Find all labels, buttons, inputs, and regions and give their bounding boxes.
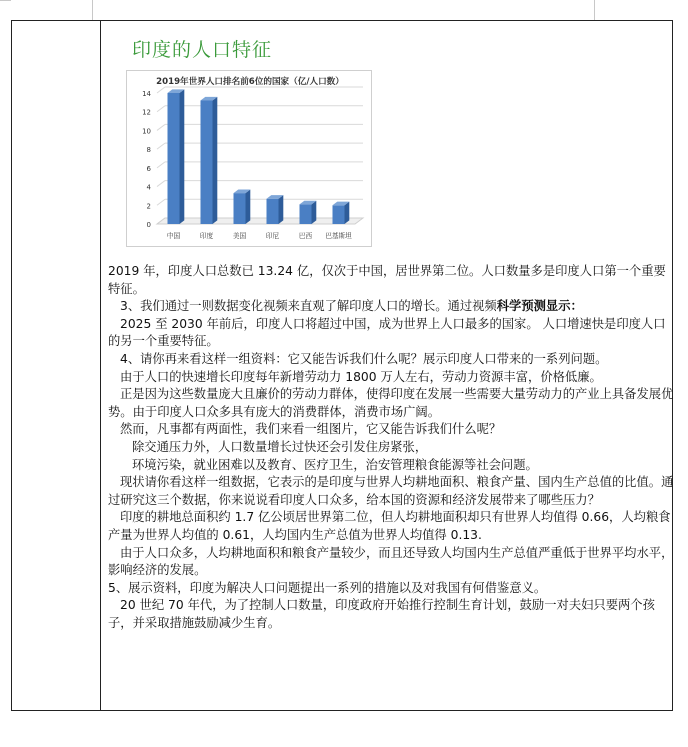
gridline-side: [157, 199, 165, 205]
y-tick-label: 2: [146, 202, 151, 211]
gridline-side: [157, 162, 165, 168]
x-tick-label: 巴基斯坦: [325, 232, 352, 240]
bar-side: [213, 97, 218, 224]
lesson-table: [11, 20, 673, 711]
bar: [300, 204, 312, 224]
paragraph-question-materials: 4、请你再来看这样一组资料：它又能告诉我们什么呢？展示印度人口带来的一系列问题。: [120, 351, 608, 366]
page-corner-mark-left: [0, 0, 11, 1]
paragraph-labor-force: 由于人口的快速增长印度每年新增劳动力 1800 万人左右，劳动力资源丰富，价格低廉。: [120, 369, 602, 384]
y-tick-label: 6: [146, 164, 151, 173]
x-tick-label: 美国: [232, 232, 247, 240]
paragraph-video-bold: 科学预测显示：: [496, 299, 583, 314]
paragraph-housing: 除交通压力外，人口数量增长过快还会引发住房紧张，: [132, 439, 428, 454]
y-tick-label: 8: [146, 146, 151, 155]
bar: [267, 199, 279, 224]
paragraph-video-text: 3、我们通过一则数据变化视频来直观了解印度人口的增长。通过视频: [120, 299, 497, 314]
lesson-text: [108, 263, 674, 632]
paragraph-data-question: 现状请你看这样一组数据，它表示的是印度与世界人均耕地面积、粮食产量、国内生产总值的比值。通过研究这三个数据，你来说说看印度人口众多，给本国的资源和经济发展带来了哪些压力？: [108, 475, 674, 507]
page-corner-mark-left-v: [92, 0, 93, 20]
chart-floor: [157, 218, 363, 224]
paragraph-forecast: 2025 至 2030 年前后，印度人口将超过中国，成为世界上人口最多的国家。 人口增速快是印度人口的另一个重要特征。: [108, 316, 666, 349]
table-column-divider: [100, 21, 101, 710]
y-tick-label: 10: [142, 127, 151, 136]
x-tick-label: 印度: [199, 232, 214, 240]
gridline-side: [157, 106, 165, 112]
paragraph-economy-impact: 由于人口众多，人均耕地面积和粮食产量较少，而且还导致人均国内生产总值严重低于世界平均水平，影响经济的发展。: [108, 545, 674, 578]
bar-side: [279, 195, 284, 224]
paragraph-measures: 5、展示资料，印度为解决人口问题提出一系列的措施以及对我国有何借鉴意义。: [108, 580, 547, 595]
x-tick-label: 巴西: [298, 232, 313, 240]
chart-title: 2019年世界人口排名前6位的国家（亿/人口数）: [156, 77, 344, 87]
bar: [333, 205, 345, 224]
bar-side: [180, 89, 185, 224]
lesson-title: 印度的人口特征: [132, 39, 273, 61]
paragraph-population-total: 2019 年，印度人口总数已 13.24 亿，仅次于中国，居世界第二位。人口数量多是印度人口第一个重要特征。: [108, 264, 666, 296]
population-bar-chart-svg: [127, 71, 373, 248]
population-chart: [126, 70, 372, 247]
y-tick-label: 0: [146, 221, 151, 229]
paragraph-farmland: 印度的耕地总面积约 1.7 亿公顷居世界第二位，但人均耕地面积却只有世界人均值得 0.66，人均粮食产量为世界人均值的 0.61，人均国内生产总值为世界人均值得 0.13.: [108, 510, 671, 542]
bar-side: [345, 202, 350, 224]
y-tick-label: 14: [142, 90, 151, 98]
bar: [201, 100, 213, 224]
gridline-side: [157, 87, 165, 93]
page-corner-mark-right-v: [594, 0, 595, 20]
gridline-side: [157, 181, 165, 187]
gridline-side: [157, 124, 165, 130]
bar: [234, 193, 246, 224]
bar-side: [312, 201, 317, 224]
paragraph-video-intro: [108, 298, 674, 316]
x-tick-label: 中国: [166, 232, 181, 240]
y-tick-label: 12: [142, 108, 151, 117]
paragraph-two-sides: 然而，凡事都有两面性，我们来看一组图片，它又能告诉我们什么呢？: [120, 422, 502, 437]
y-tick-label: 4: [146, 183, 151, 192]
gridline-side: [157, 143, 165, 149]
bar: [168, 93, 180, 224]
x-tick-label: 印尼: [265, 232, 280, 240]
paragraph-birth-control: 20 世纪 70 年代，为了控制人口数量，印度政府开始推行控制生育计划，鼓励一对夫妇只要两个孩子，并采取措施鼓励减少生育。: [108, 598, 655, 630]
paragraph-social-problems: 环境污染，就业困难以及教育、医疗卫生，治安管理粮食能源等社会问题。: [132, 457, 538, 472]
bar-side: [246, 190, 251, 224]
paragraph-advantages: 正是因为这些数量庞大且廉价的劳动力群体，使得印度在发展一些需要大量劳动力的产业上具备发展优势。由于印度人口众多具有庞大的消费群体，消费市场广阔。: [108, 387, 674, 419]
